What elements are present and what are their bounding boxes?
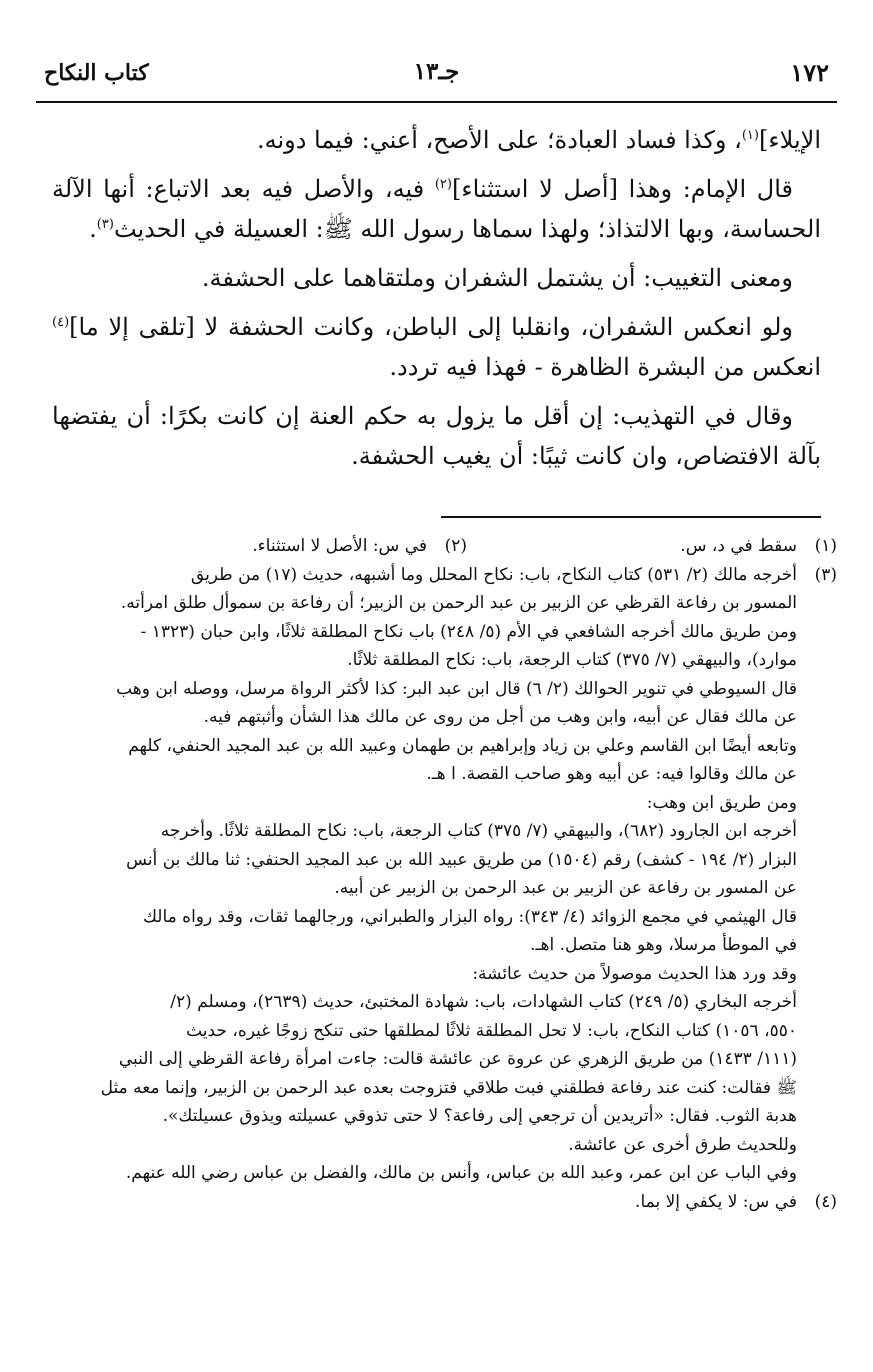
footnote-text: في س: لا يكفي إلا بما. bbox=[635, 1191, 797, 1212]
footnotes-1-2 bbox=[46, 532, 837, 561]
footnote-line: وفي الباب عن ابن عمر، وعبد الله بن عباس، وأنس بن مالك، والفضل بن عباس رضي الله عنهم. bbox=[125, 1163, 797, 1183]
footnote-line: في الموطأ مرسلا، وهو هنا متصل. اهـ. bbox=[530, 935, 797, 955]
footnote-line: عن مالك وقالوا فيه: عن أبيه وهو صاحب القصة. ا هـ. bbox=[426, 764, 797, 784]
footnote-line: وتابعه أيضًا ابن القاسم وعلي بن زياد وإبراهيم بن طهمان وعبيد الله بن عبد المجيد الحنفي، كلهم bbox=[128, 735, 797, 756]
volume-number: جـ١٣ bbox=[413, 58, 460, 85]
footnote-line: أخرجه مالك (٢/ ٥٣١) كتاب النكاح، باب: نكاح المحلل وما أشبهه، حديث (١٧) من طريق bbox=[190, 564, 797, 585]
footnote-1 bbox=[467, 532, 837, 561]
footnote-number: (٢) bbox=[444, 536, 467, 556]
book-title: كتاب النكاح bbox=[44, 60, 149, 86]
footnote-line: عن مالك فقال عن أبيه، وابن وهب من أجل من روى عن مالك هذا الشأن وأثبتهم فيه. bbox=[203, 707, 797, 727]
footnote-line: ومن طريق ابن وهب: bbox=[646, 792, 797, 813]
paragraph-4: ولو انعكس الشفران، وانقلبا إلى الباطن، وكانت الحشفة لا [تلقى إلا ما]$^{(٤)}$ انعكس من البشرة الظاهرة - فهذا فيه تردد. bbox=[52, 313, 821, 381]
footnote-ref-3: (٣) bbox=[96, 217, 114, 232]
footnote-line: أخرجه البخاري (٥/ ٢٤٩) كتاب الشهادات، باب: شهادة المختبئ، حديث (٢٦٣٩)، ومسلم (٢/ bbox=[170, 992, 797, 1012]
footnote-3 bbox=[46, 561, 837, 1188]
footnote-line: قال الهيثمي في مجمع الزوائد (٤/ ٣٤٣): رواه البزار والطبراني، ورجالهما ثقات، وقد رواه مالك bbox=[142, 906, 797, 927]
footnote-number: (٤) bbox=[814, 1191, 837, 1212]
footnote-number: (٣) bbox=[814, 564, 837, 585]
footnotes bbox=[46, 532, 837, 1216]
footnote-line: موارد)، والبيهقي (٧/ ٣٧٥) كتاب الرجعة، باب: نكاح المطلقة ثلاثًا. bbox=[347, 650, 797, 670]
header-divider bbox=[36, 101, 837, 103]
footnote-line: ٥٥٠، ١٠٥٦) كتاب النكاح، باب: لا تحل المطلقة ثلاثًا لمطلقها حتى تنكح زوجًا غيره، حديث bbox=[186, 1020, 797, 1041]
footnote-line: هدبة الثوب. فقال: «أتريدين أن ترجعي إلى رفاعة؟ لا حتى تذوقي عسيلته ويذوق عسيلتك». bbox=[162, 1106, 797, 1126]
footnote-line: (١١١/ ١٤٣٣) من طريق الزهري عن عروة عن عائشة قالت: جاءت امرأة رفاعة القرظي إلى النبي bbox=[118, 1049, 797, 1069]
paragraph-3: ومعنى التغييب: أن يشتمل الشفران وملتقاهما على الحشفة. bbox=[201, 264, 793, 292]
footnote-line: قال السيوطي في تنوير الحوالك (٢/ ٦) قال ابن عبد البر: كذا لأكثر الرواة مرسل، ووصله ابن وهب bbox=[116, 678, 797, 699]
footnote-ref-1: (١) bbox=[741, 128, 759, 143]
footnote-line: أخرجه ابن الجارود (٦٨٢)، والبيهقي (٧/ ٣٧٥) كتاب الرجعة، باب: نكاح المطلقة ثلاثًا. وأخرجه bbox=[160, 821, 797, 841]
footnote-text: في س: الأصل لا استثناء. bbox=[252, 536, 427, 556]
footnote-line: وللحديث طرق أخرى عن عائشة. bbox=[568, 1134, 797, 1155]
paragraph-2: قال الإمام: وهذا [أصل لا استثناء]$^{(٢)}$ فيه، والأصل فيه بعد الاتباع: أنها الآلة الحساسة، وبها الالتذاذ؛ ولهذا سماها رسول الله ﷺ: العسيلة في الحديث$^{(٣)}$. bbox=[52, 175, 821, 243]
paragraph-1: الإيلاء]$^{(١)}$، وكذا فساد العبادة؛ على الأصح، أعني: فيما دونه. bbox=[256, 126, 821, 154]
paragraph-5: وقال في التهذيب: إن أقل ما يزول به حكم العنة إن كانت بكرًا: أن يفتضها بآلة الافتضاص، وان كانت ثيبًا: أن يغيب الحشفة. bbox=[52, 402, 821, 470]
footnote-2 bbox=[97, 532, 467, 561]
footnote-number: (١) bbox=[814, 536, 837, 556]
footnote-4 bbox=[46, 1188, 837, 1217]
footnote-line: عن المسور بن رفاعة عن الزبير بن عبد الرحمن بن الزبير عن أبيه. bbox=[334, 878, 797, 898]
footnote-line: وقد ورد هذا الحديث موصولاً من حديث عائشة: bbox=[472, 963, 797, 984]
footnote-ref-2: (٢) bbox=[434, 177, 452, 192]
page-header bbox=[36, 52, 837, 98]
main-text bbox=[52, 120, 821, 485]
footnote-line: ومن طريق مالك أخرجه الشافعي في الأم (٥/ ٢٤٨) باب نكاح المطلقة ثلاثًا، وابن حبان (١٣٢٣ - bbox=[140, 621, 797, 642]
page-number: ١٧٢ bbox=[790, 58, 829, 87]
footnote-divider bbox=[441, 516, 821, 518]
footnote-line: المسور بن رفاعة القرظي عن الزبير بن عبد الرحمن بن الزبير؛ أن رفاعة بن سموأل طلق امرأته. bbox=[120, 593, 797, 613]
footnote-line: البزار (٢/ ١٩٤ - كشف) رقم (١٥٠٤) من طريق عبيد الله بن عبد المجيد الحنفي: ثنا مالك بن أنس bbox=[126, 849, 797, 870]
footnote-line: ﷺ فقالت: كنت عند رفاعة فطلقني فبت طلاقي فتزوجت بعده عبد الرحمن بن الزبير، وإنما معه مثل bbox=[100, 1077, 797, 1098]
footnote-text: سقط في د، س. bbox=[680, 536, 797, 556]
footnote-ref-4: (٤) bbox=[52, 315, 70, 330]
